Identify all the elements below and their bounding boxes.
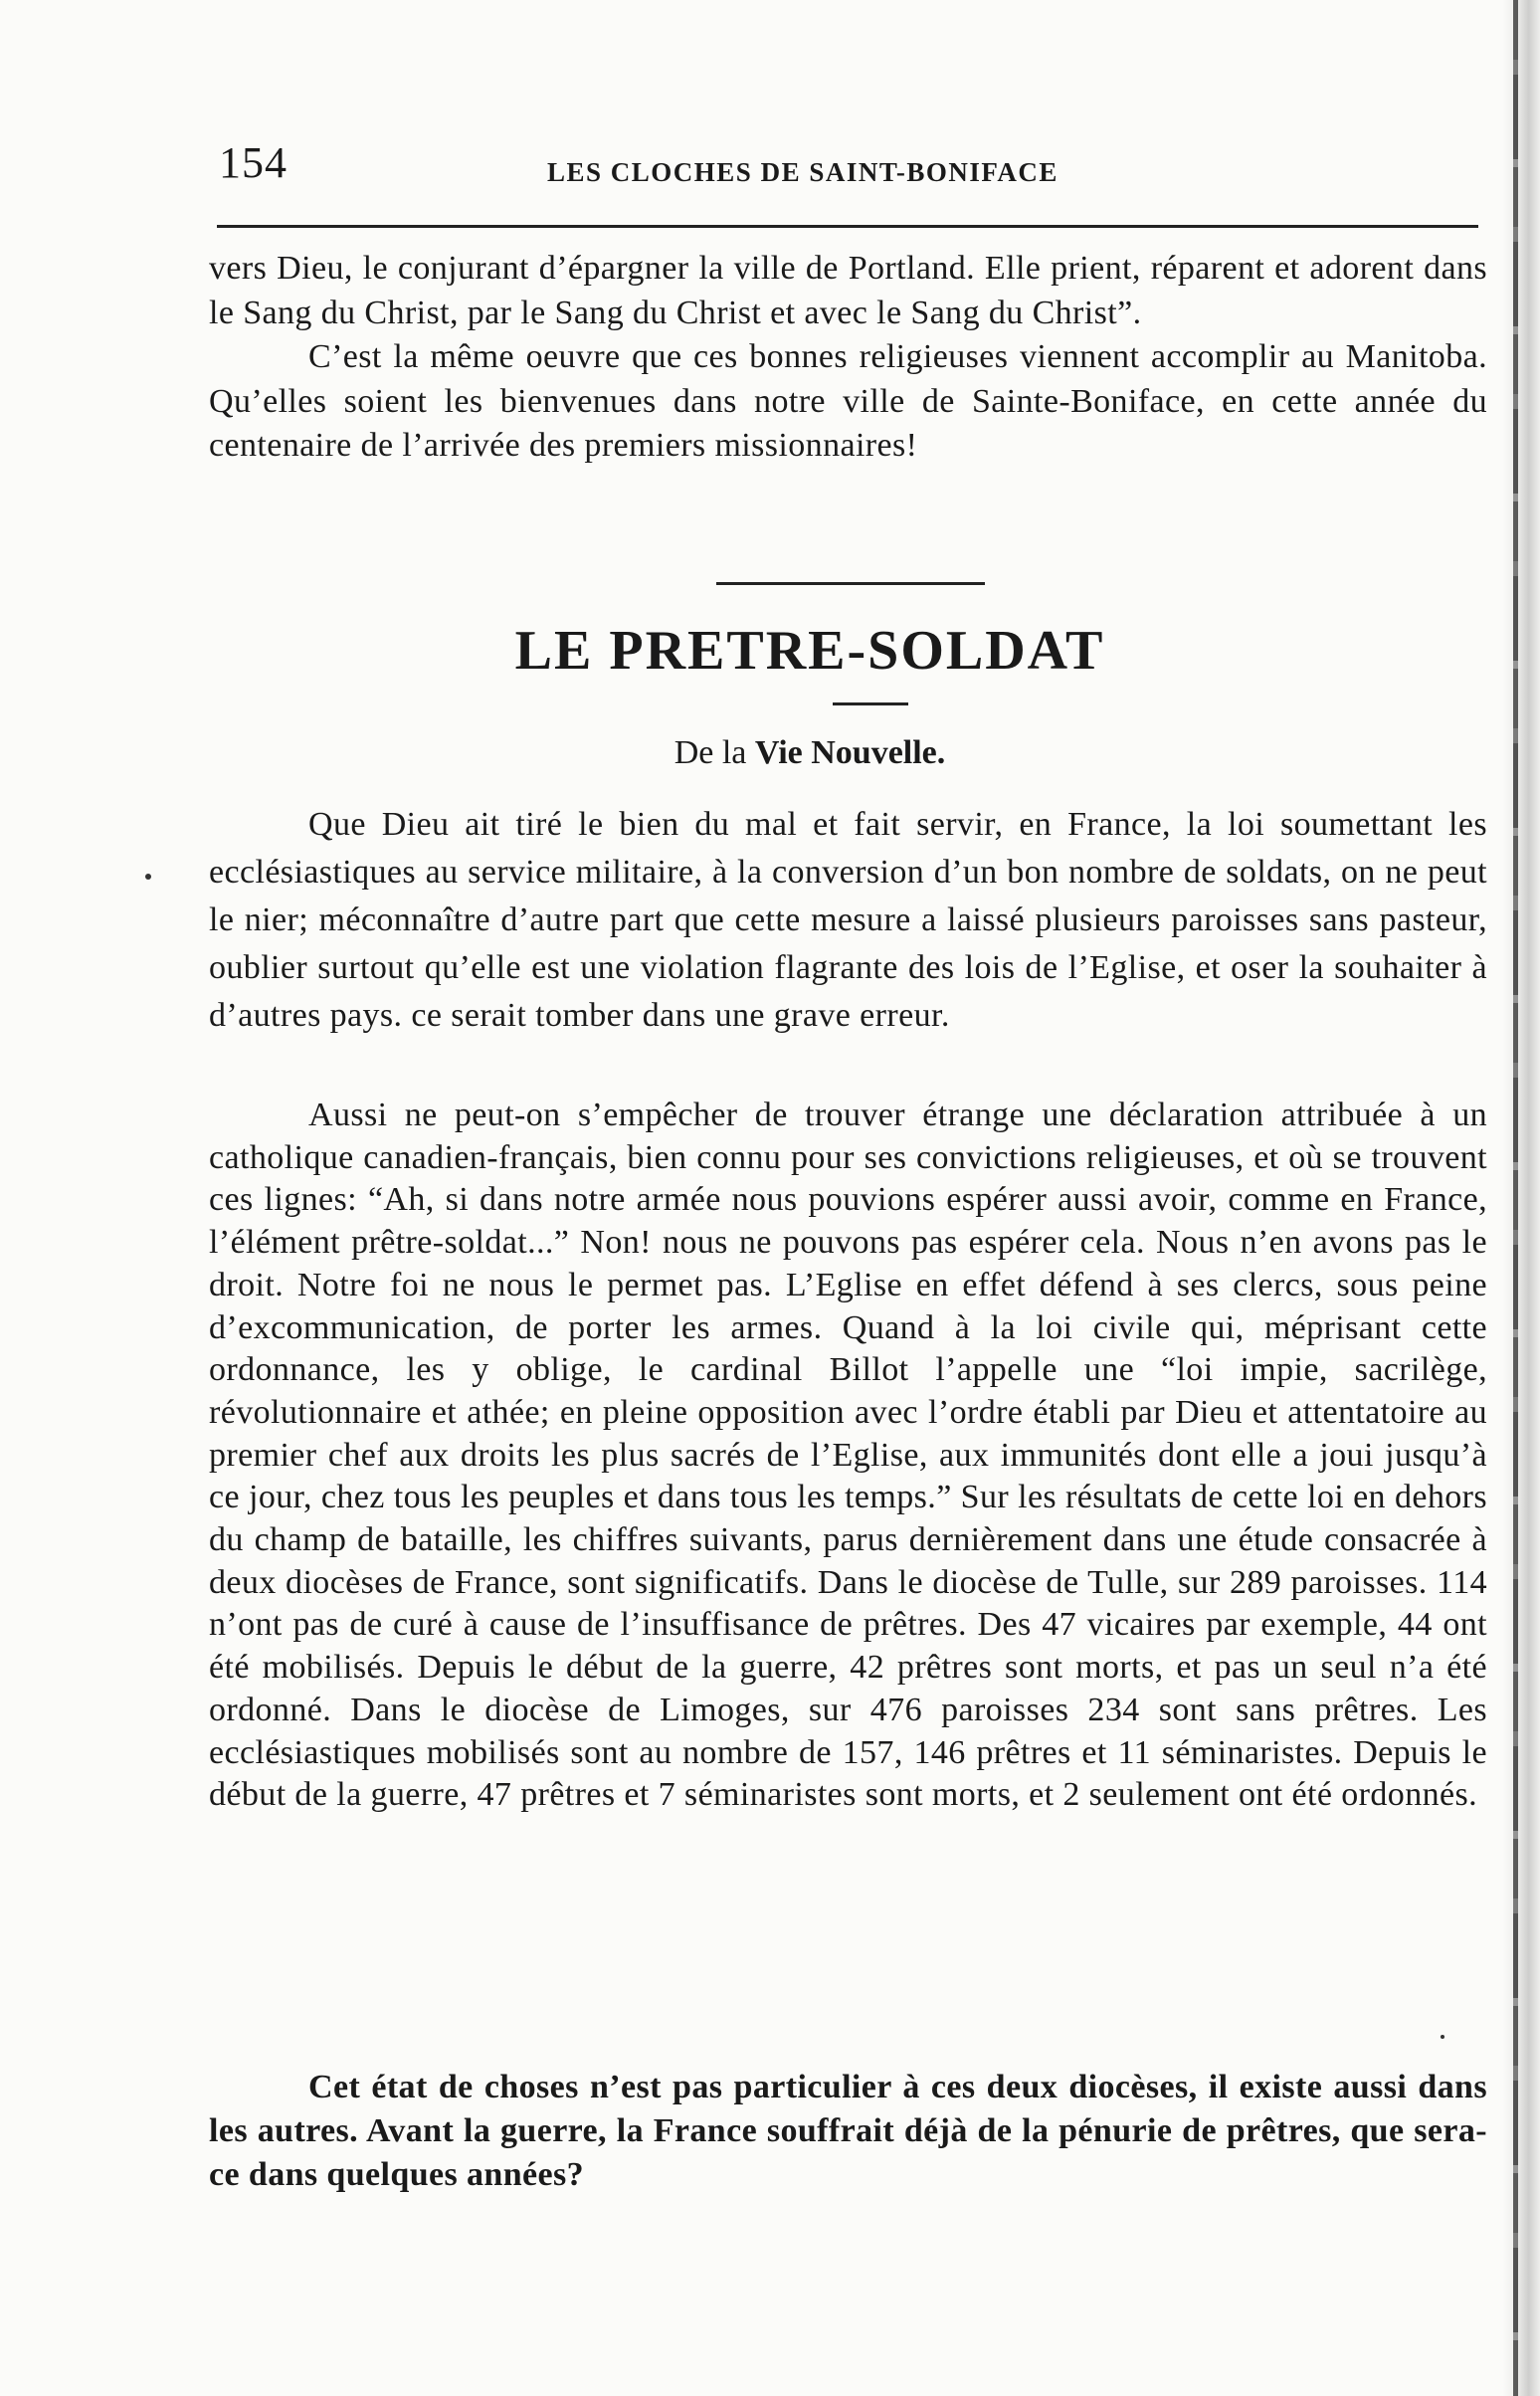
ink-speck	[1441, 2035, 1444, 2039]
article-paragraph-2-block	[209, 1095, 1487, 1817]
article-paragraph: Aussi ne peut-on s’empêcher de trouver étrange une déclaration attribuée à un catholique canadien-français, bien connu pour ses convictions religieuses, et où se trouvent ces lignes: “Ah, si dans notre armée nous pouvions espérer aussi avoir, comme en France, l’élément prêtre-soldat...” Non! nous ne pouvons pas espérer cela. Nous n’en avons pas le droit. Notre foi ne nous le permet pas. L’Eglise en effet défend à ses clercs, sous peine d’excommunication, de porter les armes. Quand à la loi civile qui, méprisant cette ordonnance, les y oblige, le cardinal Billot l’appelle une “loi impie, sacrilège, révolutionnaire et athée; en pleine opposition avec l’ordre établi par Dieu et attentatoire au premier chef aux droits les plus sacrés de l’Eglise, aux immunités dont elle a joui jusqu’à ce jour, chez tous les peuples et dans tous les temps.” Sur les résultats de cette loi en dehors du champ de bataille, les chiffres suivants, parus dernièrement dans une étude consacrée à deux diocèses de France, sont significatifs. Dans le diocèse de Tulle, sur 289 paroisses. 114 n’ont pas de curé à cause de l’insuffisance de prêtres. Des 47 vicaires par exemple, 44 ont été mobilisés. Depuis le début de la guerre, 42 prêtres sont morts, et pas un seul n’a été ordonné. Dans le diocèse de Limoges, sur 476 paroisses 234 sont sans prêtres. Les ecclésiastiques mobilisés sont au nombre de 157, 146 prêtres et 11 séminaristes. Depuis le début de la guerre, 47 prêtres et 7 séminaristes sont morts, et 2 seulement ont été ordonnés.	[209, 1097, 1487, 1814]
source-prefix: De la	[674, 734, 747, 771]
article-paragraph-1-block	[209, 801, 1487, 1040]
page-edge-shadow	[1502, 0, 1540, 2396]
section-divider-top	[716, 582, 985, 585]
intro-paragraph-continued: vers Dieu, le conjurant d’épargner la ville de Portland. Elle prient, réparent et adorent dans le Sang du Christ, par le Sang du Christ et avec le Sang du Christ”.	[209, 250, 1487, 331]
running-title: LES CLOCHES DE SAINT-BONIFACE	[547, 157, 1059, 187]
intro-paragraph: C’est la même oeuvre que ces bonnes religieuses viennent accomplir au Manitoba. Qu’elles soient les bienvenues dans notre ville de Sainte-Boniface, en cette année du centenaire de l’arrivée des premiers missionnaires!	[209, 338, 1487, 464]
page-edge-line	[1513, 0, 1518, 2396]
article-paragraph: Cet état de choses n’est pas particulier à ces deux diocèses, il existe aussi dans les autres. Avant la guerre, la France souffrait déjà de la pénurie de prêtres, que sera-ce dans quelques années?	[209, 2069, 1487, 2193]
ink-speck	[145, 874, 151, 880]
article-title: LE PRETRE-SOLDAT	[514, 620, 1105, 682]
intro-text	[209, 247, 1487, 469]
article-paragraph: Que Dieu ait tiré le bien du mal et fait servir, en France, la loi soumettant les ecclésiastiques au service militaire, à la conversion d’un bon nombre de soldats, on ne peut le nier; méconnaître d’autre part que cette mesure a laissé plusieurs paroisses sans pasteur, oublier surtout qu’elle est une violation flagrante des lois de l’Eglise, et oser la souhaiter à d’autres pays. ce serait tomber dans une grave erreur.	[209, 806, 1487, 1034]
source-name: Vie Nouvelle.	[754, 734, 946, 771]
article-source	[0, 734, 1540, 772]
page-number: 154	[219, 138, 288, 187]
header-rule	[217, 225, 1478, 228]
section-divider-bottom	[833, 702, 908, 705]
page-header	[219, 137, 1472, 197]
article-paragraph-3-block	[209, 2066, 1487, 2197]
